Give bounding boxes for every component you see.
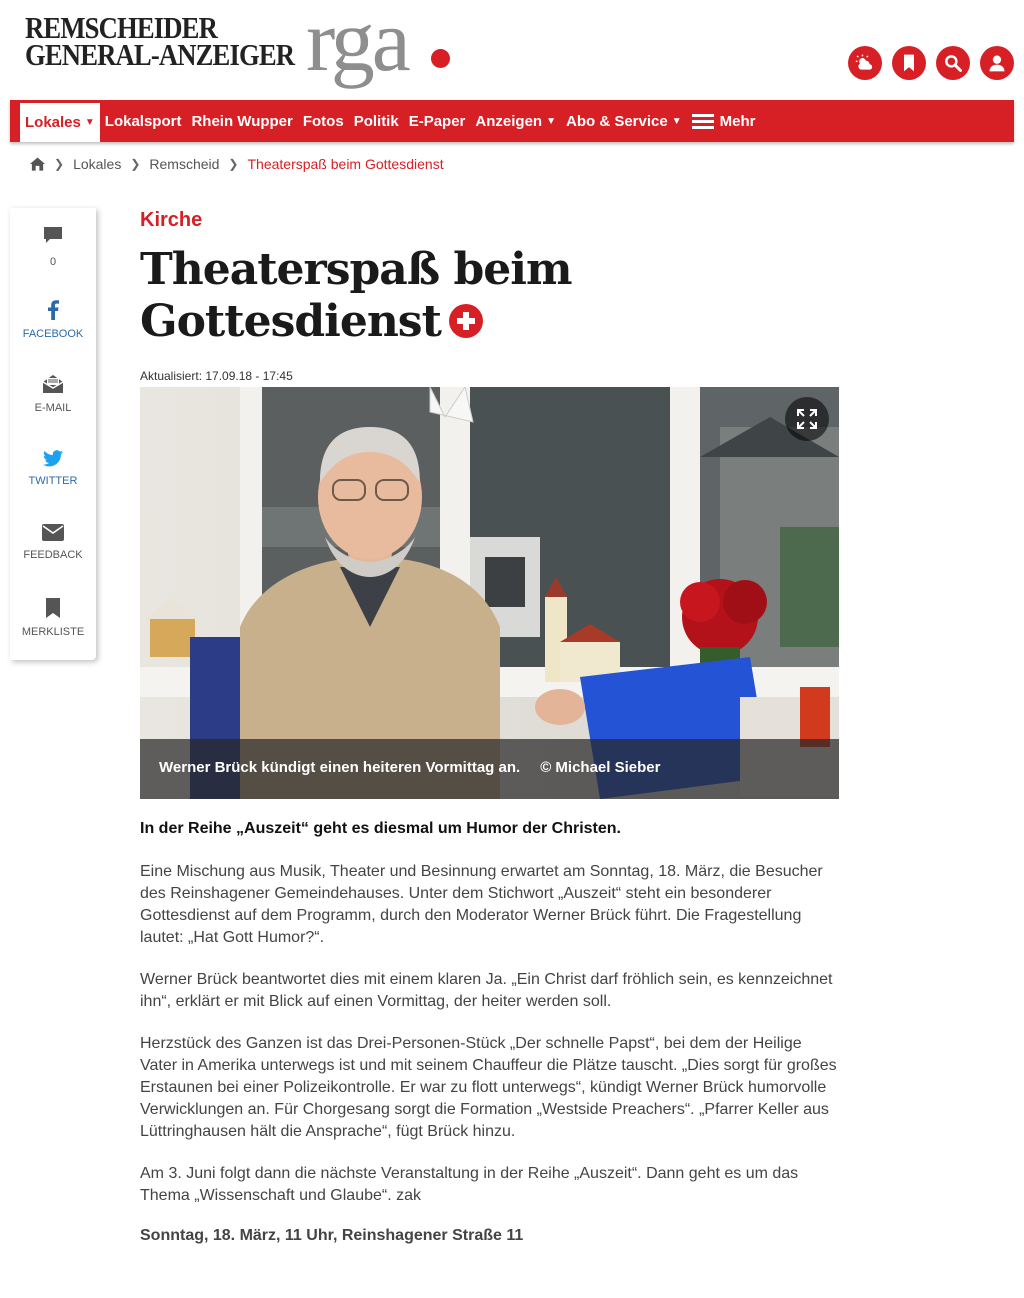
header-icons [848, 46, 1014, 80]
twitter-button[interactable] [10, 450, 96, 487]
nav-label: Politik [353, 112, 399, 130]
hamburger-icon [692, 111, 714, 132]
home-icon[interactable] [30, 157, 45, 171]
bookmark-icon [899, 53, 919, 73]
nav-label: Rhein Wupper [191, 112, 293, 130]
nav-item-epaper[interactable] [404, 100, 471, 142]
nav-item-anzeigen[interactable] [470, 100, 561, 142]
share-sidebar [10, 208, 96, 660]
feedback-label: FEEDBACK [23, 549, 83, 561]
chevron-down-icon: ▼ [84, 117, 95, 128]
twitter-icon [43, 450, 63, 467]
article-paragraph-4: Am 3. Juni folgt dann die nächste Veranstaltung in der Reihe „Auszeit“. Dann geht es um das Thema „Wissenschaft und Glaube“. zak [140, 1165, 799, 1204]
nav-label: Lokalsport [104, 112, 182, 130]
facebook-button[interactable] [10, 300, 96, 340]
nav-item-abo-service[interactable] [561, 100, 687, 142]
user-button[interactable] [980, 46, 1014, 80]
photo-caption [159, 759, 660, 776]
email-label: E-MAIL [34, 402, 72, 414]
bookmark-icon [46, 598, 60, 618]
event-info: Sonntag, 18. März, 11 Uhr, Reinshagener Straße 11 [140, 1227, 524, 1244]
search-icon [943, 53, 963, 73]
twitter-label: TWITTER [28, 475, 78, 487]
facebook-icon [47, 300, 59, 320]
expand-icon [797, 409, 817, 429]
logo-line-1: REMSCHEIDER [25, 10, 218, 45]
nav-label: Lokales [25, 114, 81, 131]
article-paragraph-2: Werner Brück beantwortet dies mit einem klaren Ja. „Ein Christ darf fröhlich sein, es kennzeichnet ihn“, erklärt er mit Blick auf einen Vormittag, der heiter werden soll. [140, 971, 833, 1010]
nav-item-mehr[interactable] [687, 100, 761, 142]
nav-label: Abo & Service [566, 112, 668, 130]
feedback-button[interactable] [10, 524, 96, 561]
article-kicker: Kirche [140, 209, 203, 231]
chevron-down-icon: ▼ [546, 115, 556, 127]
chevron-down-icon: ▼ [671, 115, 682, 127]
user-icon [987, 53, 1007, 73]
breadcrumb [30, 156, 444, 172]
article-lead: In der Reihe „Auszeit“ geht es diesmal um Humor der Christen. [140, 820, 621, 837]
breadcrumb-remscheid[interactable]: Remscheid [149, 156, 220, 172]
breadcrumb-separator: ❯ [54, 157, 65, 171]
email-icon [42, 374, 64, 394]
headline-line-1: Theaterspaß beim [140, 244, 572, 295]
breadcrumb-lokales[interactable]: Lokales [73, 156, 122, 172]
article-paragraph-3: Herzstück des Ganzen ist das Drei-Personen-Stück „Der schnelle Papst“, bei dem der Heilige Vater in Amerika unterwegs ist und mit seinem Chauffeur die Plätze tauscht. „Dies sorgt für großes Erstaunen bei einer Polizeikontrolle. Er war zu flott unterwegs“, kündigt Werner Brück humorvolle Verwicklungen an. Für Chorgesang sorgt die Formation „Westside Preachers“. „Pfarrer Keller aus Lüttringhausen hält die Ansprache“, fügt Brück hinzu. [140, 1035, 837, 1140]
logo-dot [431, 49, 450, 68]
photo-credit: © Michael Sieber [540, 759, 661, 776]
search-button[interactable] [936, 46, 970, 80]
logo-line-2: GENERAL-ANZEIGER [25, 37, 295, 72]
weather-button[interactable] [848, 46, 882, 80]
envelope-icon [42, 524, 64, 541]
headline-line-2: Gottesdienst [140, 296, 441, 347]
article-paragraph-1: Eine Mischung aus Musik, Theater und Besinnung erwartet am Sonntag, 18. März, die Besucher des Reinshagener Gemeindehauses. Unter dem Stichwort „Auszeit“ steht ein besonderer Gottesdienst auf dem Programm, durch den Moderator Werner Brück führt. Die Fragestellung lautet: „Hat Gott Humor?“. [140, 863, 823, 946]
nav-item-rhein-wupper[interactable] [186, 100, 297, 142]
nav-label: Fotos [302, 112, 344, 130]
expand-photo-button[interactable] [785, 397, 829, 441]
nav-item-lokales[interactable] [20, 100, 100, 142]
caption-text: Werner Brück kündigt einen heiteren Vormittag an. [159, 759, 521, 776]
comments-count: 0 [49, 256, 57, 268]
comments-button[interactable] [10, 226, 96, 268]
breadcrumb-current: Theaterspaß beim Gottesdienst [247, 156, 444, 172]
nav-item-fotos[interactable] [298, 100, 349, 142]
breadcrumb-separator: ❯ [130, 157, 141, 171]
weather-icon [855, 53, 875, 73]
comment-icon [43, 226, 63, 244]
nav-item-lokalsport[interactable] [100, 100, 187, 142]
updated-timestamp: Aktualisiert: 17.09.18 - 17:45 [140, 369, 293, 383]
nav-item-politik[interactable] [349, 100, 404, 142]
logo-rga[interactable]: rga [306, 0, 408, 90]
plus-badge-icon [449, 304, 483, 338]
article-photo[interactable] [140, 387, 839, 799]
article-headline [140, 244, 700, 348]
main-nav [10, 100, 1014, 142]
photo-illustration [140, 387, 839, 799]
site-logo-text[interactable] [25, 10, 295, 72]
bookmark-button[interactable] [892, 46, 926, 80]
merkliste-label: MERKLISTE [21, 626, 85, 638]
facebook-label: FACEBOOK [22, 328, 84, 340]
email-button[interactable] [10, 374, 96, 414]
nav-label: Mehr [719, 112, 756, 130]
breadcrumb-separator: ❯ [228, 157, 239, 171]
site-header [0, 0, 1024, 100]
nav-label: Anzeigen [475, 112, 543, 130]
nav-label: E-Paper [408, 112, 466, 130]
merkliste-button[interactable] [10, 598, 96, 638]
